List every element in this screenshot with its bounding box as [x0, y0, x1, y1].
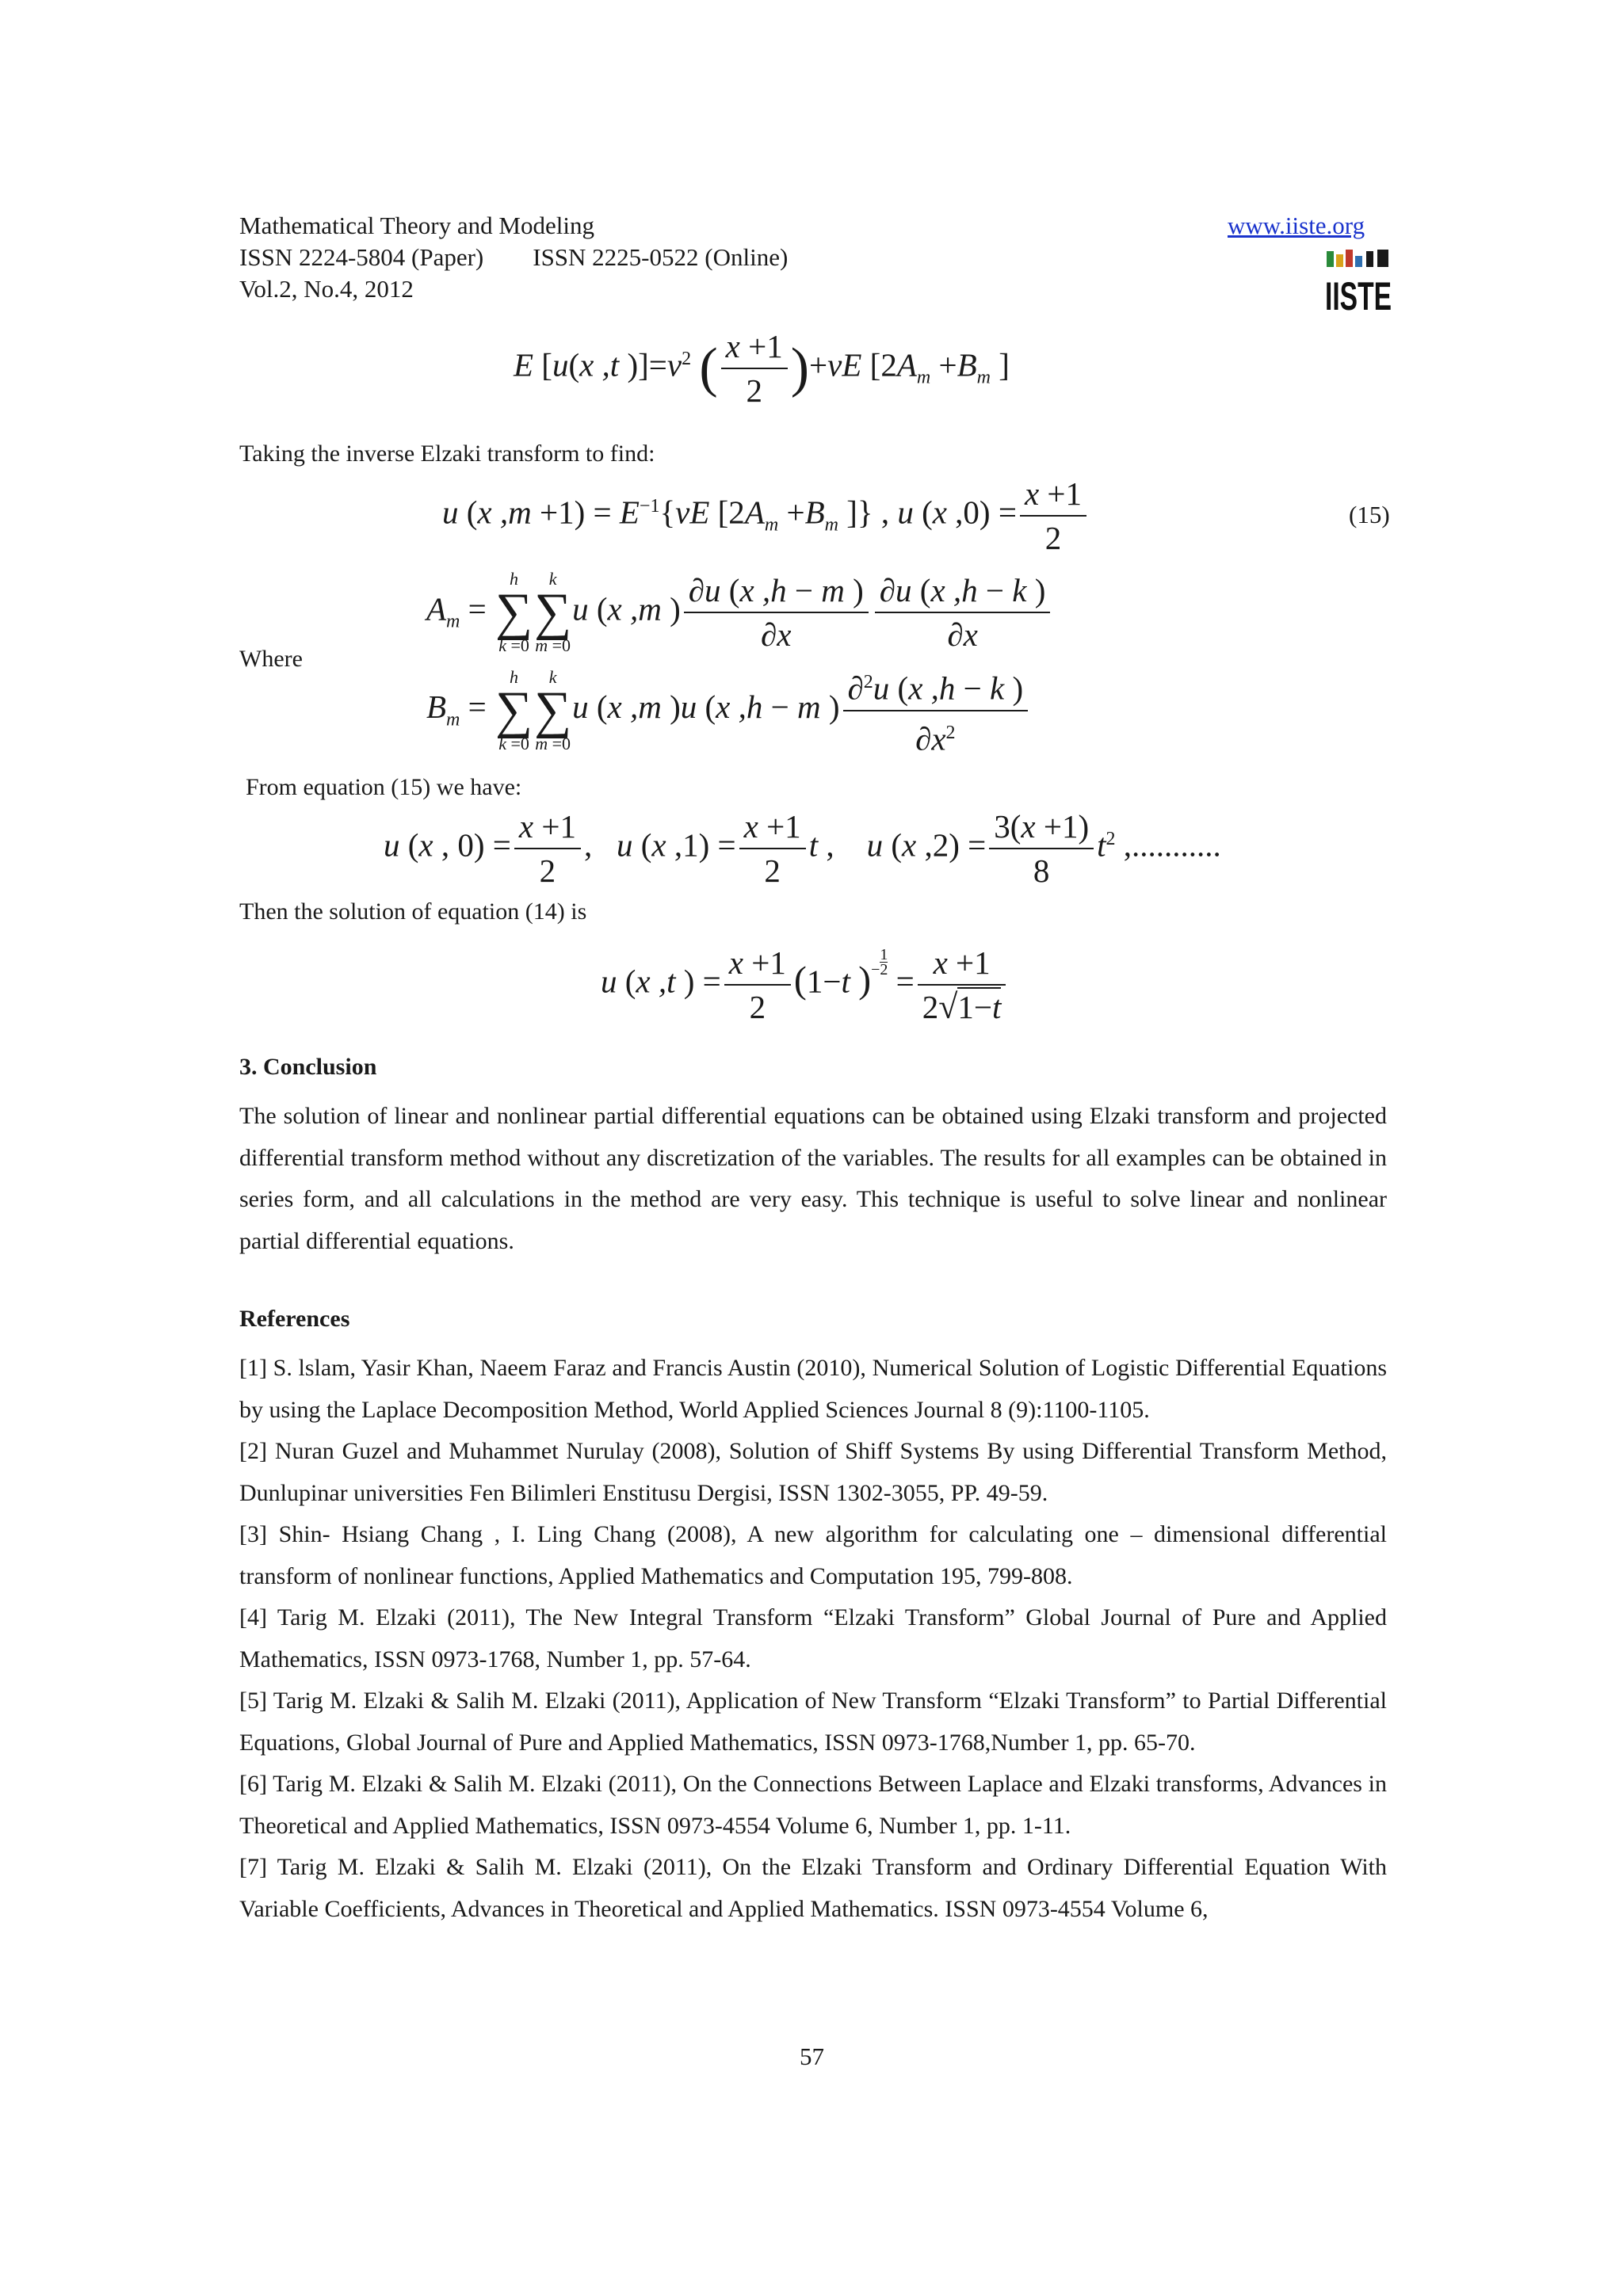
issn-line: ISSN 2224-5804 (Paper) ISSN 2225-0522 (Online): [239, 243, 789, 271]
page-number: 57: [800, 2042, 824, 2070]
reference-item: [4] Tarig M. Elzaki (2011), The New Integral Transform “Elzaki Transform” Global Journal of Pure and Applied Mathematics, ISSN 0973-1768, Number 1, pp. 57-64.: [239, 1604, 1387, 1672]
references-list: [239, 1348, 1387, 1930]
solution-intro-text: Then the solution of equation (14) is: [239, 898, 587, 925]
references-heading: References: [239, 1306, 350, 1332]
reference-item: [1] S. lslam, Yasir Khan, Naeem Faraz and Francis Austin (2010), Numerical Solution of Logistic Differential Equations by using the Laplace Decomposition Method, World Applied Sciences Journal 8 (9):1100-1105.: [239, 1355, 1387, 1423]
journal-title: Mathematical Theory and Modeling: [239, 212, 594, 239]
reference-item: [7] Tarig M. Elzaki & Salih M. Elzaki (2011), On the Elzaki Transform and Ordinary Differential Equation With Variable Coefficients, Advances in Theoretical and Applied Mathematics. ISSN 0973-4554 Volume 6,: [239, 1854, 1387, 1922]
conclusion-paragraph: The solution of linear and nonlinear partial differential equations can be obtained using Elzaki transform and projected differential transform method without any discretization of the variables. The results for all examples can be obtained in series form, and all calculations in the method are very easy. This technique is useful to solve linear and nonlinear partial differential equations.: [239, 1103, 1387, 1254]
svg-text:IISTE: IISTE: [1325, 274, 1392, 318]
equation-number: (15): [1349, 501, 1390, 528]
conclusion-heading: 3. Conclusion: [239, 1054, 377, 1080]
reference-item: [3] Shin- Hsiang Chang , I. Ling Chang (2008), A new algorithm for calculating one – dimensional differential transform of nonlinear functions, Applied Mathematics and Computation 195, 799-808.: [239, 1521, 1387, 1589]
website-link[interactable]: www.iiste.org: [1228, 212, 1365, 239]
equation-solution: u (x ,t ) = $\frac{x +1}{2}$ (1−t )$^{- \frac{1}{2}}$ = $\frac{x +1}{2√1-t}$: [601, 943, 1009, 1027]
equation-B-m: $B_m$ = h ∑ k =0 k ∑ m =0 u (x ,m )u (x ,h − m ) $\frac{\partial^2u (x ,h - k )}{\partial x^2}$: [426, 662, 1031, 758]
equation-15: u (x $,m +1) = E^{-1}\{vE$ [$2A_m +B_m$ ]} , u (x ,0) = $\frac{x +1}{2}$: [442, 474, 1090, 558]
equation-elzaki-transform: E [u(x ,t )]$=v^2$ ( $\frac{x +1}{2}$ )+vE [$2A_m +B_m$ ]: [514, 328, 1010, 409]
reference-item: [6] Tarig M. Elzaki & Salih M. Elzaki (2011), On the Connections Between Laplace and Elzaki transforms, Advances in Theoretical and Applied Mathematics, ISSN 0973-4554 Volume 6, Number 1, pp. 1-11.: [239, 1771, 1387, 1839]
from-equation-text: From equation (15) we have:: [246, 774, 522, 800]
equation-series-terms: u (x , 0) = $\frac{x +1}{2}$ , u (x ,1) = $\frac{x +1}{2}$ t , u (x ,2) = $\frac{3(x +1)}{8}$ $t^2$ ,...........: [384, 808, 1221, 889]
volume-line: Vol.2, No.4, 2012: [239, 275, 414, 303]
iiste-logo: [1325, 248, 1393, 318]
reference-item: [5] Tarig M. Elzaki & Salih M. Elzaki (2011), Application of New Transform “Elzaki Transform” to Partial Differential Equations, Global Journal of Pure and Applied Mathematics, ISSN 0973-1768,Number 1, pp. 65-70.: [239, 1688, 1387, 1756]
inverse-intro-text: Taking the inverse Elzaki transform to find:: [239, 441, 655, 467]
equation-A-m: $A_m$ = h ∑ k =0 k ∑ m =0 u (x ,m ) $\frac{\partial u (x ,h - m )}{\partial x}$ $\frac{\partial u (x ,h - k )}{\partial x}$: [426, 570, 1053, 654]
reference-item: [2] Nuran Guzel and Muhammet Nurulay (2008), Solution of Shiff Systems By using Differential Transform Method, Dunlupinar universities Fen Bilimleri Enstitusu Dergisi, ISSN 1302-3055, PP. 49-59.: [239, 1438, 1387, 1506]
where-label: Where: [239, 646, 303, 672]
